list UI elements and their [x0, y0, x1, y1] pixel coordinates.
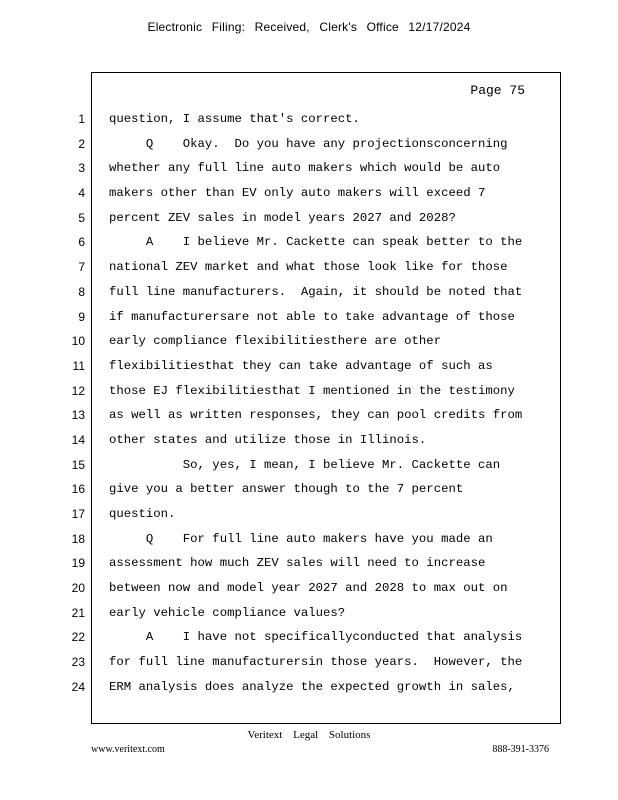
transcript-line: national ZEV market and what those look like for those [109, 260, 508, 275]
line-number: 9 [78, 309, 85, 324]
line-number: 12 [71, 383, 85, 398]
transcript-line: Q Okay. Do you have any projectionsconcerning [109, 136, 508, 151]
transcript-line: question. [109, 507, 176, 521]
transcript-line: give you a better answer though to the 7 percent [109, 482, 464, 497]
line-number: 20 [71, 581, 85, 596]
line-number: 13 [71, 408, 85, 423]
line-number: 24 [71, 679, 85, 694]
filing-stamp: Electronic Filing: Received, Clerk's Office 12/17/2024 [147, 20, 471, 34]
transcript-text [109, 110, 549, 703]
transcript-line: early compliance flexibilitiesthere are other [109, 334, 442, 349]
transcript-line: percent ZEV sales in model years 2027 and 2028? [109, 210, 456, 225]
transcript-line: A I believe Mr. Cackette can speak better to the [109, 235, 523, 250]
line-number: 19 [71, 556, 85, 571]
transcript-line: makers other than EV only auto makers will exceed 7 [109, 186, 486, 201]
footer-company: Veritext Legal Solutions [247, 729, 371, 741]
line-number: 15 [71, 457, 85, 472]
line-number: 2 [78, 136, 85, 151]
line-number: 4 [78, 186, 85, 201]
transcript-line: full line manufacturers. Again, it should be noted that [109, 284, 523, 299]
page-number: Page 75 [470, 83, 525, 98]
transcript-line: whether any full line auto makers which would be auto [109, 161, 501, 176]
transcript-line: early vehicle compliance values? [109, 605, 346, 620]
transcript-line: between now and model year 2027 and 2028 to max out on [109, 581, 508, 596]
transcript-line: as well as written responses, they can pool credits from [109, 408, 523, 423]
line-number: 21 [71, 605, 85, 620]
footer-website: www.veritext.com [91, 744, 165, 755]
transcript-line: for full line manufacturersin those years. However, the [109, 655, 523, 670]
line-number-column [60, 110, 85, 703]
transcript-line: ERM analysis does analyze the expected growth in sales, [109, 679, 515, 694]
transcript-line: assessment how much ZEV sales will need to increase [109, 556, 486, 571]
line-number: 22 [71, 630, 85, 645]
line-number: 1 [78, 112, 85, 126]
line-number: 3 [78, 161, 85, 176]
line-number: 11 [72, 358, 85, 373]
transcript-line: those EJ flexibilitiesthat I mentioned in the testimony [109, 383, 515, 398]
footer-phone: 888-391-3376 [492, 744, 549, 755]
transcript-line: if manufacturersare not able to take advantage of those [109, 309, 515, 324]
line-number: 10 [71, 334, 85, 349]
transcript-line: flexibilitiesthat they can take advantage of such as [109, 358, 493, 373]
line-number: 6 [78, 235, 85, 250]
line-number: 18 [71, 531, 85, 546]
line-number: 5 [78, 210, 85, 225]
line-number: 14 [71, 432, 85, 447]
transcript-line: So, yes, I mean, I believe Mr. Cackette can [109, 457, 501, 472]
line-number: 23 [71, 655, 85, 670]
transcript-line: Q For full line auto makers have you made an [109, 531, 493, 546]
transcript-line: other states and utilize those in Illinois. [109, 432, 427, 447]
transcript-line: A I have not specificallyconducted that analysis [109, 630, 523, 645]
line-number: 17 [71, 507, 85, 521]
line-number: 7 [78, 260, 85, 275]
line-number: 16 [71, 482, 85, 497]
line-number: 8 [78, 284, 85, 299]
transcript-line: question, I assume that's correct. [109, 112, 360, 126]
